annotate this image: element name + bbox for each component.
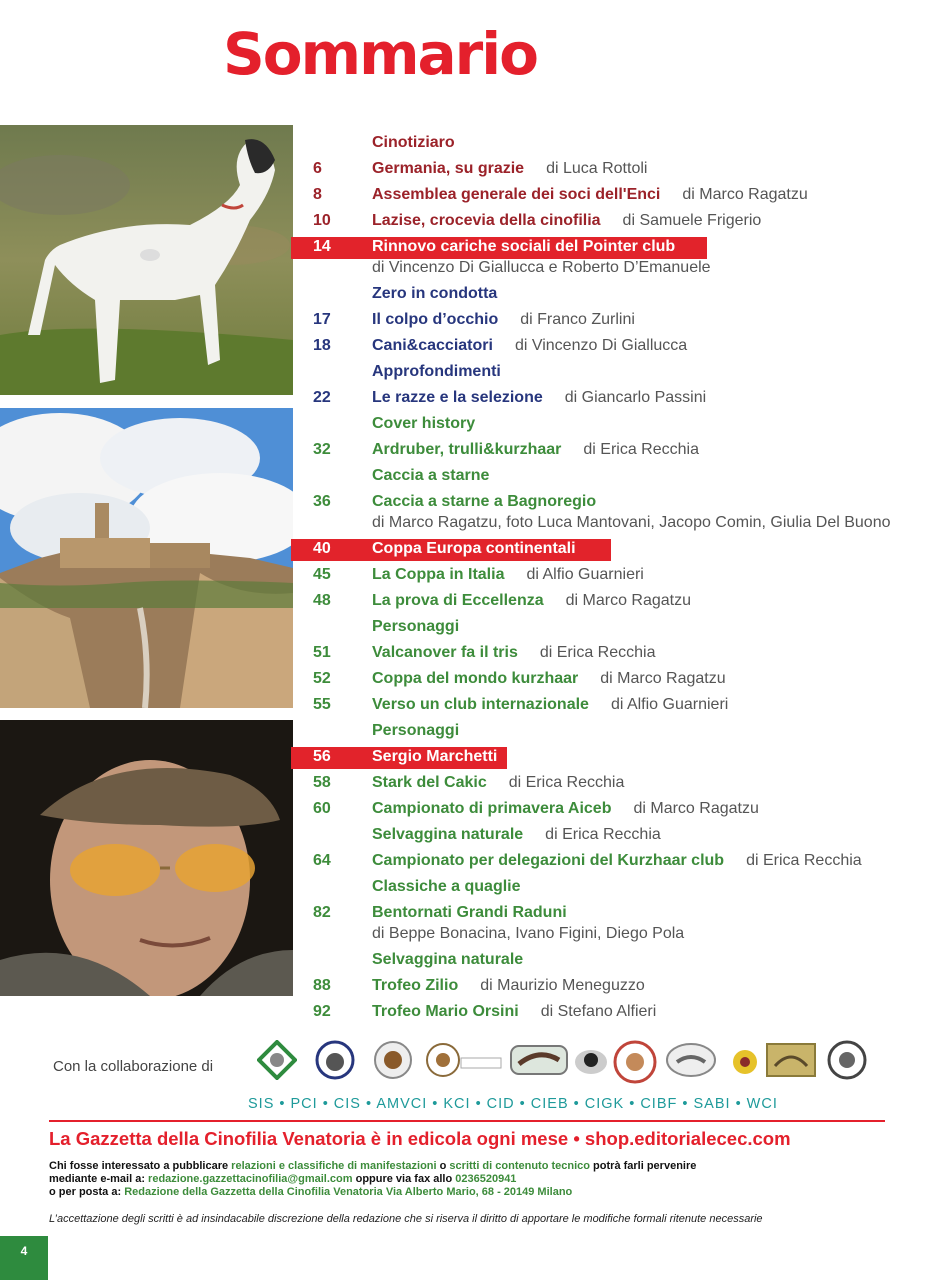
toc-title[interactable]: Verso un club internazionale xyxy=(372,696,589,713)
toc-title[interactable]: Selvaggina naturale xyxy=(372,951,524,968)
toc-entry xyxy=(372,489,891,532)
toc-entry xyxy=(372,718,459,744)
toc-entry xyxy=(372,411,475,437)
toc-entry xyxy=(372,234,711,277)
toc-entry xyxy=(372,156,647,182)
toc-entry xyxy=(372,307,635,333)
toc-title[interactable]: Le razze e la selezione xyxy=(372,389,543,406)
fax-number: 0236520941 xyxy=(455,1173,517,1185)
toc-title[interactable]: Ardruber, trulli&kurzhaar xyxy=(372,441,562,458)
toc-row[interactable] xyxy=(291,463,931,489)
toc-author: di Giancarlo Passini xyxy=(564,389,707,406)
toc-row[interactable] xyxy=(291,770,931,796)
toc-author-credits: di Vincenzo Di Giallucca e Roberto D’Emanuele xyxy=(372,259,711,276)
pci-logo-icon xyxy=(315,1040,355,1080)
toc-row[interactable] xyxy=(291,562,931,588)
toc-title[interactable]: Approfondimenti xyxy=(372,363,501,380)
pointer-dog-photo xyxy=(0,125,293,395)
cibf-logo-icon xyxy=(731,1040,759,1080)
toc-entry xyxy=(372,614,459,640)
toc-entry xyxy=(372,385,706,411)
toc-page-number: 18 xyxy=(313,337,331,354)
divider xyxy=(49,1120,885,1122)
man-portrait-photo xyxy=(0,720,293,996)
toc-row[interactable] xyxy=(291,718,931,744)
toc-page-number: 22 xyxy=(313,389,331,406)
toc-author: di Erica Recchia xyxy=(539,644,656,661)
cigk-logo-icon xyxy=(665,1040,717,1080)
toc-page-number: 40 xyxy=(313,540,331,557)
kci-logo-icon xyxy=(509,1040,569,1080)
toc-title[interactable]: Coppa del mondo kurzhaar xyxy=(372,670,579,687)
collaboration-label: Con la collaborazione di xyxy=(53,1058,214,1075)
toc-page-number: 55 xyxy=(313,696,331,713)
toc-page-number: 82 xyxy=(313,904,331,921)
toc-entry xyxy=(372,822,661,848)
cis-logo-icon xyxy=(373,1040,413,1080)
toc-title[interactable]: Il colpo d’occhio xyxy=(372,311,499,328)
toc-row[interactable] xyxy=(291,489,931,536)
toc-row[interactable] xyxy=(291,437,931,463)
toc-title[interactable]: Bentornati Grandi Raduni xyxy=(372,904,567,921)
email-link[interactable]: redazione.gazzettacinofilia@gmail.com xyxy=(148,1173,353,1185)
toc-author: di Samuele Frigerio xyxy=(622,212,762,229)
toc-author: di Marco Ragatzu xyxy=(600,670,726,687)
submission-note-line-3: o per posta a: Redazione della Gazzetta della Cinofilia Venatoria Via Alberto Mario, 68 - 20149 Milano xyxy=(49,1186,573,1198)
toc-entry xyxy=(372,562,644,588)
sabi-logo-icon xyxy=(765,1040,817,1080)
postal-address: Redazione della Gazzetta della Cinofilia Venatoria Via Alberto Mario, 68 - 20149 Milano xyxy=(124,1186,573,1198)
toc-entry xyxy=(372,536,576,562)
toc-author: di Luca Rottoli xyxy=(546,160,648,177)
toc-entry xyxy=(372,874,521,900)
toc-author: di Vincenzo Di Giallucca xyxy=(514,337,688,354)
toc-author: di Erica Recchia xyxy=(583,441,699,458)
toc-page-number: 64 xyxy=(313,852,331,869)
toc-page-number: 56 xyxy=(313,748,331,765)
toc-author: di Maurizio Meneguzzo xyxy=(480,977,645,994)
toc-author: di Alfio Guarnieri xyxy=(610,696,729,713)
toc-page-number: 45 xyxy=(313,566,331,583)
toc-row[interactable] xyxy=(291,281,931,307)
toc-page-number: 88 xyxy=(313,977,331,994)
submission-note-line-2: mediante e-mail a: redazione.gazzettacinofilia@gmail.com oppure via fax allo 0236520941 xyxy=(49,1173,517,1185)
page-title: Sommario xyxy=(223,20,537,88)
toc-page-number: 60 xyxy=(313,800,331,817)
toc-page-number: 36 xyxy=(313,493,331,510)
toc-author-credits: di Beppe Bonacina, Ivano Figini, Diego Pola xyxy=(372,925,685,942)
toc-title[interactable]: La Coppa in Italia xyxy=(372,566,505,583)
toc-author: di Franco Zurlini xyxy=(520,311,635,328)
disclaimer: L’accettazione degli scritti è ad insindacabile discrezione della redazione che si riserva il diritto di apportare le modifiche formali ritenute necessarie xyxy=(49,1213,763,1225)
toc-title[interactable]: Lazise, crocevia della cinofilia xyxy=(372,212,601,229)
toc-row[interactable] xyxy=(291,999,931,1025)
toc-entry xyxy=(372,437,699,463)
toc-row[interactable] xyxy=(291,900,931,947)
amvci-logo-icon xyxy=(425,1040,505,1080)
toc-entry xyxy=(372,692,728,718)
toc-author: di Stefano Alfieri xyxy=(540,1003,657,1020)
hilltop-town-photo xyxy=(0,408,293,708)
toc-row[interactable] xyxy=(291,744,931,770)
toc-page-number: 14 xyxy=(313,238,331,255)
toc-page-number: 51 xyxy=(313,644,331,661)
toc-title[interactable]: Rinnovo cariche sociali del Pointer club xyxy=(372,238,676,255)
toc-row[interactable] xyxy=(291,385,931,411)
toc-title[interactable]: Valcanover fa il tris xyxy=(372,644,518,661)
toc-entry xyxy=(372,208,761,234)
toc-author-credits: di Marco Ragatzu, foto Luca Mantovani, Jacopo Comin, Giulia Del Buono xyxy=(372,514,891,531)
toc-row[interactable] xyxy=(291,614,931,640)
page-number: 4 xyxy=(0,1236,48,1280)
toc-author: di Marco Ragatzu xyxy=(565,592,692,609)
toc-title[interactable]: Trofeo Mario Orsini xyxy=(372,1003,519,1020)
toc-row[interactable] xyxy=(291,333,931,359)
toc-entry xyxy=(372,973,645,999)
submission-note-line-1: Chi fosse interessato a pubblicare relazioni e classifiche di manifestazioni o scritti di contenuto tecnico potrà farli pervenire xyxy=(49,1160,697,1172)
toc-entry xyxy=(372,130,455,156)
toc-entry xyxy=(372,640,655,666)
toc-title[interactable]: Stark del Cakic xyxy=(372,774,487,791)
toc-title[interactable]: Personaggi xyxy=(372,618,460,635)
toc-row[interactable] xyxy=(291,822,931,848)
toc-title[interactable]: Assemblea generale dei soci dell'Enci xyxy=(372,186,661,203)
toc-entry xyxy=(372,947,523,973)
toc-title[interactable]: Caccia a starne a Bagnoregio xyxy=(372,493,597,510)
toc-title[interactable]: Classiche a quaglie xyxy=(372,878,521,895)
toc-page-number: 58 xyxy=(313,774,331,791)
cid-logo-icon xyxy=(573,1040,609,1080)
toc-row[interactable] xyxy=(291,640,931,666)
sis-logo-icon xyxy=(257,1040,297,1080)
toc-entry xyxy=(372,900,684,943)
toc-row[interactable] xyxy=(291,182,931,208)
toc-title[interactable]: La prova di Eccellenza xyxy=(372,592,544,609)
toc-entry xyxy=(372,588,691,614)
toc-entry xyxy=(372,281,497,307)
toc-title[interactable]: Sergio Marchetti xyxy=(372,748,498,765)
cieb-logo-icon xyxy=(613,1040,657,1084)
toc-row[interactable] xyxy=(291,156,931,182)
wci-logo-icon xyxy=(827,1040,867,1080)
toc-row[interactable] xyxy=(291,234,931,281)
toc-row[interactable] xyxy=(291,692,931,718)
toc-row[interactable] xyxy=(291,973,931,999)
toc-entry xyxy=(372,359,501,385)
toc-row[interactable] xyxy=(291,666,931,692)
toc-title[interactable]: Campionato di primavera Aiceb xyxy=(372,800,612,817)
toc-row[interactable] xyxy=(291,874,931,900)
toc-row[interactable] xyxy=(291,536,931,562)
toc-row[interactable] xyxy=(291,307,931,333)
magazine-banner: La Gazzetta della Cinofilia Venatoria è in edicola ogni mese • shop.editorialecec.com xyxy=(49,1128,791,1149)
toc-title[interactable]: Zero in condotta xyxy=(372,285,498,302)
toc-entry xyxy=(372,770,624,796)
toc-page-number: 17 xyxy=(313,311,331,328)
toc-title[interactable]: Caccia a starne xyxy=(372,467,490,484)
toc-title[interactable]: Selvaggina naturale xyxy=(372,826,524,843)
toc-entry xyxy=(372,999,656,1025)
toc-row[interactable] xyxy=(291,848,931,874)
toc-title[interactable]: Campionato per delegazioni del Kurzhaar club xyxy=(372,852,725,869)
toc-author: di Erica Recchia xyxy=(508,774,625,791)
toc-row[interactable] xyxy=(291,588,931,614)
toc-row[interactable] xyxy=(291,411,931,437)
toc-title[interactable]: Cinotiziaro xyxy=(372,134,455,151)
toc-title[interactable]: Coppa Europa continentali xyxy=(372,540,576,557)
collaboration-acronyms: SIS • PCI • CIS • AMVCI • KCI • CID • CIEB • CIGK • CIBF • SABI • WCI xyxy=(248,1096,778,1112)
toc-entry xyxy=(372,333,687,359)
toc-entry xyxy=(372,848,862,874)
collaboration-logos xyxy=(247,1040,877,1092)
toc-author: di Marco Ragatzu xyxy=(633,800,759,817)
toc-page-number: 10 xyxy=(313,212,331,229)
toc-row[interactable] xyxy=(291,796,931,822)
toc-title[interactable]: Trofeo Zilio xyxy=(372,977,459,994)
toc-row[interactable] xyxy=(291,947,931,973)
toc-page-number: 32 xyxy=(313,441,331,458)
toc-entry xyxy=(372,796,759,822)
toc-row[interactable] xyxy=(291,130,931,156)
toc-row[interactable] xyxy=(291,359,931,385)
toc-entry xyxy=(372,463,489,489)
toc-page-number: 8 xyxy=(313,186,322,203)
toc-entry xyxy=(372,744,497,770)
toc-row[interactable] xyxy=(291,208,931,234)
toc-author: di Alfio Guarnieri xyxy=(526,566,644,583)
toc-page-number: 52 xyxy=(313,670,331,687)
toc-title[interactable]: Personaggi xyxy=(372,722,460,739)
toc-title[interactable]: Cani&cacciatori xyxy=(372,337,493,354)
table-of-contents xyxy=(291,130,931,1025)
toc-author: di Erica Recchia xyxy=(746,852,862,869)
toc-title[interactable]: Germania, su grazie xyxy=(372,160,525,177)
toc-page-number: 48 xyxy=(313,592,331,609)
toc-author: di Erica Recchia xyxy=(545,826,661,843)
toc-entry xyxy=(372,666,726,692)
toc-entry xyxy=(372,182,808,208)
toc-author: di Marco Ragatzu xyxy=(682,186,808,203)
toc-title[interactable]: Cover history xyxy=(372,415,476,432)
toc-page-number: 92 xyxy=(313,1003,331,1020)
toc-page-number: 6 xyxy=(313,160,322,177)
